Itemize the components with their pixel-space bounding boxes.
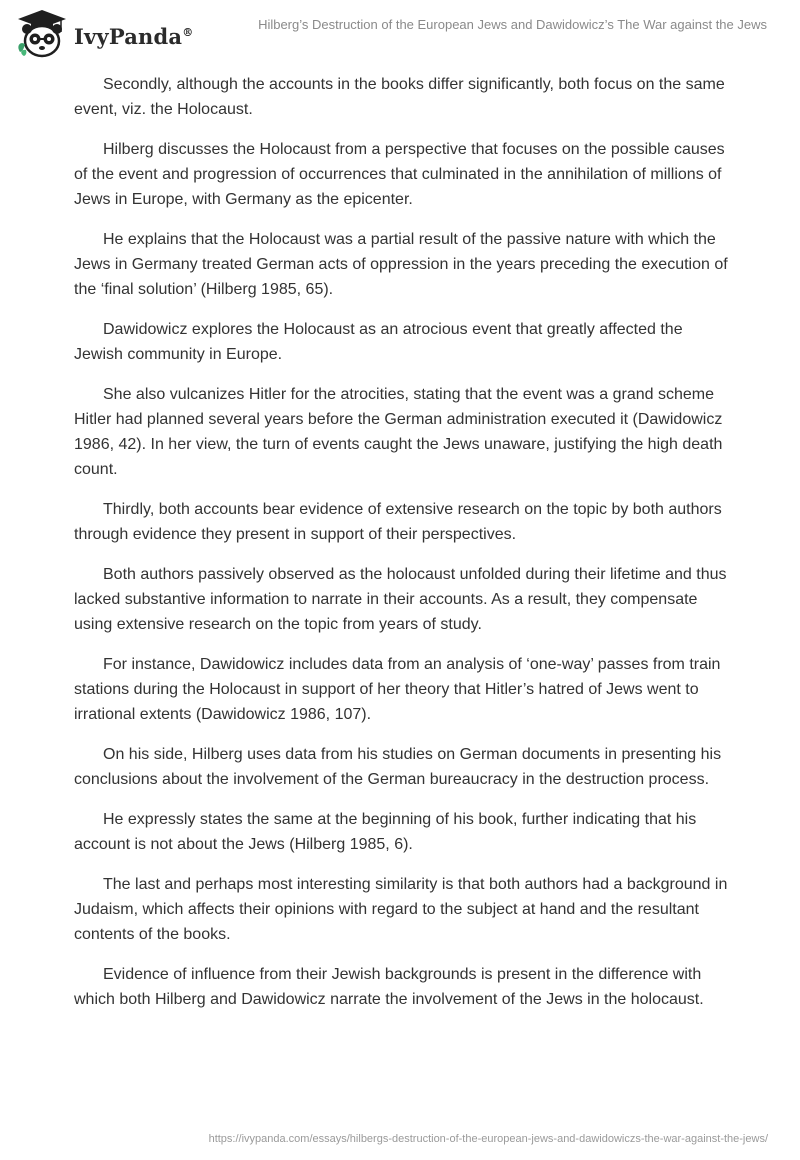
- paragraph: On his side, Hilberg uses data from his studies on German documents in presenting his conclusions about the involvement of the German bureaucracy in the destruction process.: [74, 746, 722, 788]
- paragraph: The last and perhaps most interesting similarity is that both authors had a background in Judaism, which affects their opinions with regard to the subject at hand and the resultant contents of the books.: [74, 876, 728, 943]
- paragraph: He explains that the Holocaust was a partial result of the passive nature with which the Jews in Germany treated German acts of oppression in the years preceding the execution of the ‘final solution’ (Hilberg 1985, 65).: [74, 231, 728, 298]
- paragraph: Dawidowicz explores the Holocaust as an atrocious event that greatly affected the Jewish community in Europe.: [74, 321, 683, 363]
- essay-body: [74, 72, 734, 1027]
- document-title: Hilberg’s Destruction of the European Jews and Dawidowicz’s The War against the Jews: [258, 17, 767, 32]
- source-url[interactable]: https://ivypanda.com/essays/hilbergs-destruction-of-the-european-jews-and-dawidowiczs-the-war-against-the-jews/: [208, 1133, 768, 1145]
- paragraph: Both authors passively observed as the holocaust unfolded during their lifetime and thus lacked substantive information to narrate in their accounts. As a result, they compensate using extensive research on the topic from years of study.: [74, 566, 727, 633]
- panda-graduate-icon: [14, 8, 70, 60]
- paragraph: Thirdly, both accounts bear evidence of extensive research on the topic by both authors through evidence they present in support of their perspectives.: [74, 501, 722, 543]
- paragraph: Hilberg discusses the Holocaust from a perspective that focuses on the possible causes of the event and progression of occurrences that culminated in the annihilation of millions of Jews in Europe, with Germany as the epicenter.: [74, 141, 725, 208]
- ivypanda-logo[interactable]: [14, 8, 193, 60]
- paragraph: Evidence of influence from their Jewish backgrounds is present in the difference with which both Hilberg and Dawidowicz narrate the involvement of the Jews in the holocaust.: [74, 966, 704, 1008]
- paragraph: He expressly states the same at the beginning of his book, further indicating that his account is not about the Jews (Hilberg 1985, 6).: [74, 811, 697, 853]
- paragraph: For instance, Dawidowicz includes data from an analysis of ‘one-way’ passes from train stations during the Holocaust in support of her theory that Hitler’s hatred of Jews went to irrational extents (Dawidowicz 1986, 107).: [74, 656, 721, 723]
- page-header: [0, 0, 800, 62]
- logo-text: IvyPanda®: [74, 23, 194, 49]
- paragraph: Secondly, although the accounts in the books differ significantly, both focus on the same event, viz. the Holocaust.: [74, 76, 725, 118]
- paragraph: She also vulcanizes Hitler for the atrocities, stating that the event was a grand scheme Hitler had planned several years before the German administration executed it (Dawidowicz 1986, 42). In her view, the turn of events caught the Jews unaware, justifying the high death count.: [74, 386, 723, 478]
